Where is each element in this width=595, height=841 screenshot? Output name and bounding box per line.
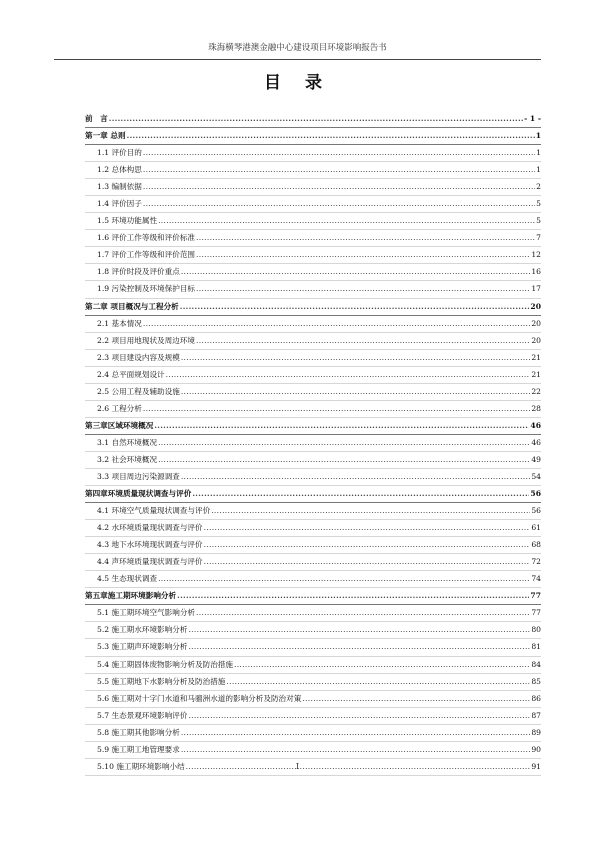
- toc-section-entry[interactable]: [85, 742, 541, 759]
- toc-section-entry[interactable]: [85, 162, 541, 179]
- dot-leader: [188, 639, 530, 655]
- dot-leader: [188, 708, 530, 724]
- table-of-contents: [85, 111, 541, 776]
- toc-entry-title: 4.2 水环境质量现状调查与评价: [97, 523, 203, 533]
- toc-page-number: 20: [530, 301, 541, 311]
- toc-entry-title: 1.9 污染控制及环境保护目标: [97, 284, 196, 294]
- toc-section-entry[interactable]: [85, 657, 541, 674]
- dot-leader: [192, 486, 529, 502]
- dot-leader: [226, 674, 530, 690]
- toc-section-entry[interactable]: [85, 452, 541, 469]
- dot-leader: [180, 299, 530, 315]
- toc-page-number: 1: [536, 165, 541, 175]
- toc-entry-title: 5.9 施工期工地管理要求: [97, 744, 180, 754]
- toc-entry-title: 3.2 社会环境概况: [97, 454, 158, 464]
- toc-section-entry[interactable]: [85, 384, 541, 401]
- toc-page-number: 68: [531, 540, 541, 550]
- toc-page-number: 81: [531, 642, 541, 652]
- dot-leader: [158, 213, 535, 229]
- dot-leader: [211, 503, 530, 519]
- toc-entry-title: 3.1 自然环境概况: [97, 437, 158, 447]
- toc-section-entry[interactable]: [85, 674, 541, 691]
- toc-entry-title: 1.7 评价工作等级和评价范围: [97, 250, 196, 260]
- toc-page-number: 91: [531, 761, 541, 771]
- toc-section-entry[interactable]: [85, 333, 541, 350]
- dot-leader: [196, 230, 535, 246]
- dot-leader: [143, 316, 530, 332]
- toc-section-entry[interactable]: [85, 725, 541, 742]
- toc-entry-title: 5.5 施工期地下水影响分析及防治措施: [97, 676, 226, 686]
- toc-page-number: 17: [531, 284, 541, 294]
- toc-entry-title: 1.1 评价目的: [97, 148, 142, 158]
- toc-page-number: 2: [536, 182, 541, 192]
- toc-page-number: 21: [531, 352, 541, 362]
- toc-section-entry[interactable]: [85, 520, 541, 537]
- toc-section-entry[interactable]: [85, 691, 541, 708]
- toc-page-number: 85: [531, 676, 541, 686]
- toc-section-entry[interactable]: [85, 213, 541, 230]
- toc-page-number: 46: [530, 420, 541, 430]
- toc-entry-title: 5.8 施工期其他影响分析: [97, 727, 180, 737]
- toc-entry-title: 5.3 施工期声环境影响分析: [97, 642, 188, 652]
- toc-page-number: 5: [536, 216, 541, 226]
- toc-entry-title: 5.1 施工期环境空气影响分析: [97, 608, 196, 618]
- toc-section-entry[interactable]: [85, 367, 541, 384]
- dot-leader: [158, 452, 530, 468]
- toc-entry-title: 2.2 项目用地现状及周边环境: [97, 335, 196, 345]
- toc-page-number: 87: [531, 710, 541, 720]
- page-number: I: [295, 762, 300, 771]
- dot-leader: [158, 435, 530, 451]
- toc-page-number: 5: [536, 199, 541, 209]
- toc-section-entry[interactable]: [85, 316, 541, 333]
- toc-section-entry[interactable]: [85, 264, 541, 281]
- dot-leader: [143, 401, 530, 417]
- toc-entry-title: 第四章环境质量现状调查与评价: [85, 489, 192, 499]
- dot-leader: [204, 537, 531, 553]
- toc-page-number: 74: [531, 574, 541, 584]
- toc-page-number: 20: [531, 318, 541, 328]
- toc-page-number: 16: [531, 267, 541, 277]
- toc-entry-title: 1.4 评价因子: [97, 199, 142, 209]
- header-rule: [54, 59, 541, 60]
- toc-entry-title: 第五章施工期环境影响分析: [85, 591, 177, 601]
- dot-leader: [234, 657, 530, 673]
- toc-section-entry[interactable]: [85, 350, 541, 367]
- toc-entry-title: 第二章 项目概况与工程分析: [85, 301, 179, 311]
- toc-entry-title: 2.3 项目建设内容及规模: [97, 352, 180, 362]
- dot-leader: [109, 111, 523, 127]
- toc-section-entry[interactable]: [85, 435, 541, 452]
- dot-leader: [143, 145, 535, 161]
- toc-entry-title: 1.2 总体构思: [97, 165, 142, 175]
- toc-section-entry[interactable]: [85, 708, 541, 725]
- toc-entry-title: 5.4 施工期固体废物影响分析及防治措施: [97, 659, 233, 669]
- toc-page-number: - 1 -: [524, 114, 541, 123]
- toc-page-number: 21: [531, 369, 541, 379]
- toc-entry-title: 2.5 公用工程及辅助设施: [97, 386, 180, 396]
- dot-leader: [204, 554, 531, 570]
- toc-section-entry[interactable]: [85, 469, 541, 486]
- toc-entry-title: 2.4 总平面规划设计: [97, 369, 165, 379]
- dot-leader: [181, 384, 530, 400]
- dot-leader: [143, 179, 535, 195]
- page-title: 目 录: [264, 73, 331, 93]
- toc-entry-title: 5.2 施工期水环境影响分析: [97, 625, 188, 635]
- toc-entry-title: 第一章 总则: [85, 131, 126, 141]
- dot-leader: [181, 264, 530, 280]
- toc-section-entry[interactable]: [85, 537, 541, 554]
- toc-entry-title: 4.1 环境空气质量现状调查与评价: [97, 506, 211, 516]
- toc-page-number: 22: [531, 386, 541, 396]
- dot-leader: [143, 196, 535, 212]
- toc-chapter-entry[interactable]: [85, 111, 541, 128]
- toc-section-entry[interactable]: [85, 179, 541, 196]
- toc-page-number: 54: [531, 471, 541, 481]
- toc-section-entry[interactable]: [85, 247, 541, 264]
- toc-entry-title: 1.8 评价时段及评价重点: [97, 267, 180, 277]
- dot-leader: [158, 571, 530, 587]
- dot-leader: [181, 742, 530, 758]
- toc-chapter-entry[interactable]: [85, 128, 541, 145]
- toc-page-number: 12: [531, 250, 541, 260]
- dot-leader: [188, 622, 530, 638]
- toc-page-number: 46: [531, 437, 541, 447]
- dot-leader: [302, 691, 530, 707]
- toc-entry-title: 4.5 生态现状调查: [97, 574, 158, 584]
- toc-section-entry[interactable]: [85, 571, 541, 588]
- toc-chapter-entry[interactable]: [85, 486, 541, 503]
- toc-page-number: 84: [531, 659, 541, 669]
- toc-entry-title: 5.10 施工期环境影响小结: [97, 761, 185, 771]
- toc-section-entry[interactable]: [85, 145, 541, 162]
- toc-section-entry[interactable]: [85, 401, 541, 418]
- toc-section-entry[interactable]: [85, 639, 541, 656]
- dot-leader: [204, 520, 531, 536]
- toc-section-entry[interactable]: [85, 605, 541, 622]
- toc-page-number: 77: [530, 591, 541, 601]
- toc-page-number: 1: [536, 148, 541, 158]
- toc-entry-title: 第三章区域环境概况: [85, 420, 154, 430]
- toc-page-number: 90: [531, 744, 541, 754]
- toc-entry-title: 1.6 评价工作等级和评价标准: [97, 233, 196, 243]
- toc-entry-title: 4.4 声环境质量现状调查与评价: [97, 557, 203, 567]
- dot-leader: [181, 725, 530, 741]
- toc-page-number: 72: [531, 557, 541, 567]
- running-header: 珠海横琴港澳金融中心建设项目环境影响报告书: [208, 43, 387, 53]
- toc-section-entry[interactable]: [85, 554, 541, 571]
- toc-page-number: 7: [536, 233, 541, 243]
- toc-section-entry[interactable]: [85, 503, 541, 520]
- dot-leader: [196, 333, 530, 349]
- dot-leader: [196, 247, 530, 263]
- dot-leader: [196, 605, 530, 621]
- dot-leader: [143, 162, 535, 178]
- toc-page-number: 56: [530, 489, 541, 499]
- toc-section-entry[interactable]: [85, 622, 541, 639]
- dot-leader: [127, 128, 535, 144]
- dot-leader: [154, 418, 529, 434]
- dot-leader: [181, 350, 530, 366]
- toc-entry-title: 4.3 地下水环境现状调查与评价: [97, 540, 203, 550]
- toc-entry-title: 1.5 环境功能属性: [97, 216, 158, 226]
- toc-chapter-entry[interactable]: [85, 418, 541, 435]
- toc-chapter-entry[interactable]: [85, 588, 541, 605]
- toc-chapter-entry[interactable]: [85, 299, 541, 316]
- toc-page-number: 56: [531, 506, 541, 516]
- toc-section-entry[interactable]: [85, 281, 541, 298]
- toc-page-number: 80: [531, 625, 541, 635]
- toc-page-number: 28: [531, 403, 541, 413]
- dot-leader: [177, 588, 529, 604]
- toc-entry-title: 2.1 基本情况: [97, 318, 142, 328]
- toc-entry-title: 5.6 施工期对十字门水道和马骝洲水道的影响分析及防治对策: [97, 693, 302, 703]
- toc-entry-title: 3.3 项目周边污染源调查: [97, 471, 180, 481]
- dot-leader: [196, 281, 530, 297]
- toc-entry-title: 1.3 编制依据: [97, 182, 142, 192]
- toc-page-number: 77: [531, 608, 541, 618]
- toc-page-number: 20: [531, 335, 541, 345]
- toc-entry-title: 5.7 生态景观环境影响评价: [97, 710, 188, 720]
- toc-entry-title: 2.6 工程分析: [97, 403, 142, 413]
- dot-leader: [181, 469, 530, 485]
- toc-page-number: 86: [531, 693, 541, 703]
- toc-section-entry[interactable]: [85, 196, 541, 213]
- toc-entry-title: 前 言: [85, 114, 108, 123]
- dot-leader: [166, 367, 531, 383]
- toc-page-number: 49: [531, 454, 541, 464]
- toc-page-number: 61: [531, 523, 541, 533]
- toc-section-entry[interactable]: [85, 230, 541, 247]
- toc-page-number: 1: [535, 131, 541, 141]
- toc-page-number: 89: [531, 727, 541, 737]
